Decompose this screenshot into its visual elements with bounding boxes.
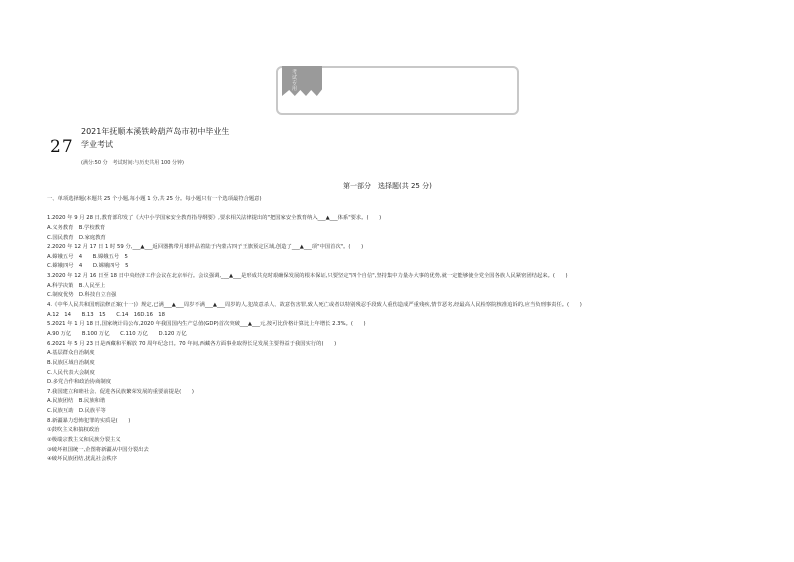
page-number: 27 [50, 137, 74, 157]
exam-meta: (满分:50 分 考试时间:与历史共用 100 分钟) [81, 160, 184, 166]
option-line: ④破坏民族团结,扰乱社会秩序 [47, 456, 117, 463]
option-line: A.基层群众自治制度 [47, 350, 95, 357]
exam-title-line1: 2021年抚顺本溪铁岭葫芦岛市初中毕业生 [81, 127, 230, 136]
question-line: 2.2020 年 12 月 17 日 1 时 59 分,___▲___返回器携带月球样品着陆于内蒙古四子王旗预定区域,创造了___▲___项"中国首次"。( ) [47, 244, 364, 251]
question-line: 6.2021 年 5 月 23 日是西藏和平解放 70 周年纪念日。70 年间,西藏各方面事业取得长足发展主要得益于我国实行的( ) [47, 340, 337, 347]
option-line: C.人民代表大会制度 [47, 369, 95, 376]
blank-line [47, 205, 757, 215]
option-line: C.制度优势 D.科技自立自强 [47, 292, 117, 299]
question-line: 3.2020 年 12 月 16 日至 18 日中央经济工作会议在北京举行。会议强调,___▲___是形成共克时艰确保发展的根本保证,只要坚定"四个自信",坚持集中力量办大事的优势,就一定能够使全党全国各族人民紧密团结起来。( ) [47, 273, 568, 280]
question-line: 5.2021 年 1 月 18 日,国家统计局公布,2020 年我国国内生产总值(GDP)首次突破___▲___元,按可比价格计算比上年增长 2.3%。( ) [47, 321, 366, 328]
instruction-line: 一、单项选择题(本题共 25 个小题,每小题 1 分,共 25 分。每小题只有一个选项最符合题意) [47, 196, 262, 202]
option-line: A.嫦娥五号 4 B.嫦娥五号 5 [47, 253, 128, 260]
question-line: 7.我国建立和睦社会、促进各民族繁荣发展的重要前提是( ) [47, 388, 194, 395]
exam-tag-text: 考试专用 [291, 69, 297, 91]
option-line: A.科学决策 B.人民至上 [47, 282, 106, 289]
question-line: 4.《中华人民共和国刑法修正案(十一)》规定,已满___▲___周岁不满___▲___周岁的人,犯故意杀人、故意伤害罪,致人死亡或者以特别残忍手段致人重伤造成严重残疾,情节恶劣,经最高人民检察院核准追诉的,应当负刑事责任。( ) [47, 302, 582, 309]
option-line: A.义务教育 B.学校教育 [47, 224, 106, 231]
option-line: A.90 万亿 B.100 万亿 C.110 万亿 D.120 万亿 [47, 330, 187, 337]
option-line: A.12 14 B.13 15 C.14 16D.16 18 [47, 311, 165, 318]
section-title: 第一部分 选择题(共 25 分) [343, 182, 432, 190]
question-lines [47, 195, 757, 465]
option-line: B.民族区域自治制度 [47, 359, 95, 366]
option-line: ③破坏祖国统一,企图将新疆从中国分裂出去 [47, 446, 149, 453]
option-line: D.多党合作和政治协商制度 [47, 379, 112, 386]
option-line: C.嫦娥四号 4 D.嫦娥四号 5 [47, 263, 129, 270]
exam-title-line2: 学业考试 [81, 140, 113, 149]
option-line: C.国民教育 D.家庭教育 [47, 234, 106, 241]
question-line: 8.新疆暴力恐怖犯罪的实质是( ) [47, 417, 131, 424]
option-line: C.民族互助 D.民族平等 [47, 408, 106, 415]
option-line: A.民族团结 B.民族和谐 [47, 398, 106, 405]
option-line: ②极端宗教主义和民族分裂主义 [47, 437, 121, 444]
option-line: ①鼓吹主义和搞权政治 [47, 427, 100, 434]
question-line: 1.2020 年 9 月 28 日,教育部印发了《大中小学国家安全教育指导纲要》,要求相关法律提出的"把国家安全教育纳入___▲___体系"要求。( ) [47, 215, 382, 222]
